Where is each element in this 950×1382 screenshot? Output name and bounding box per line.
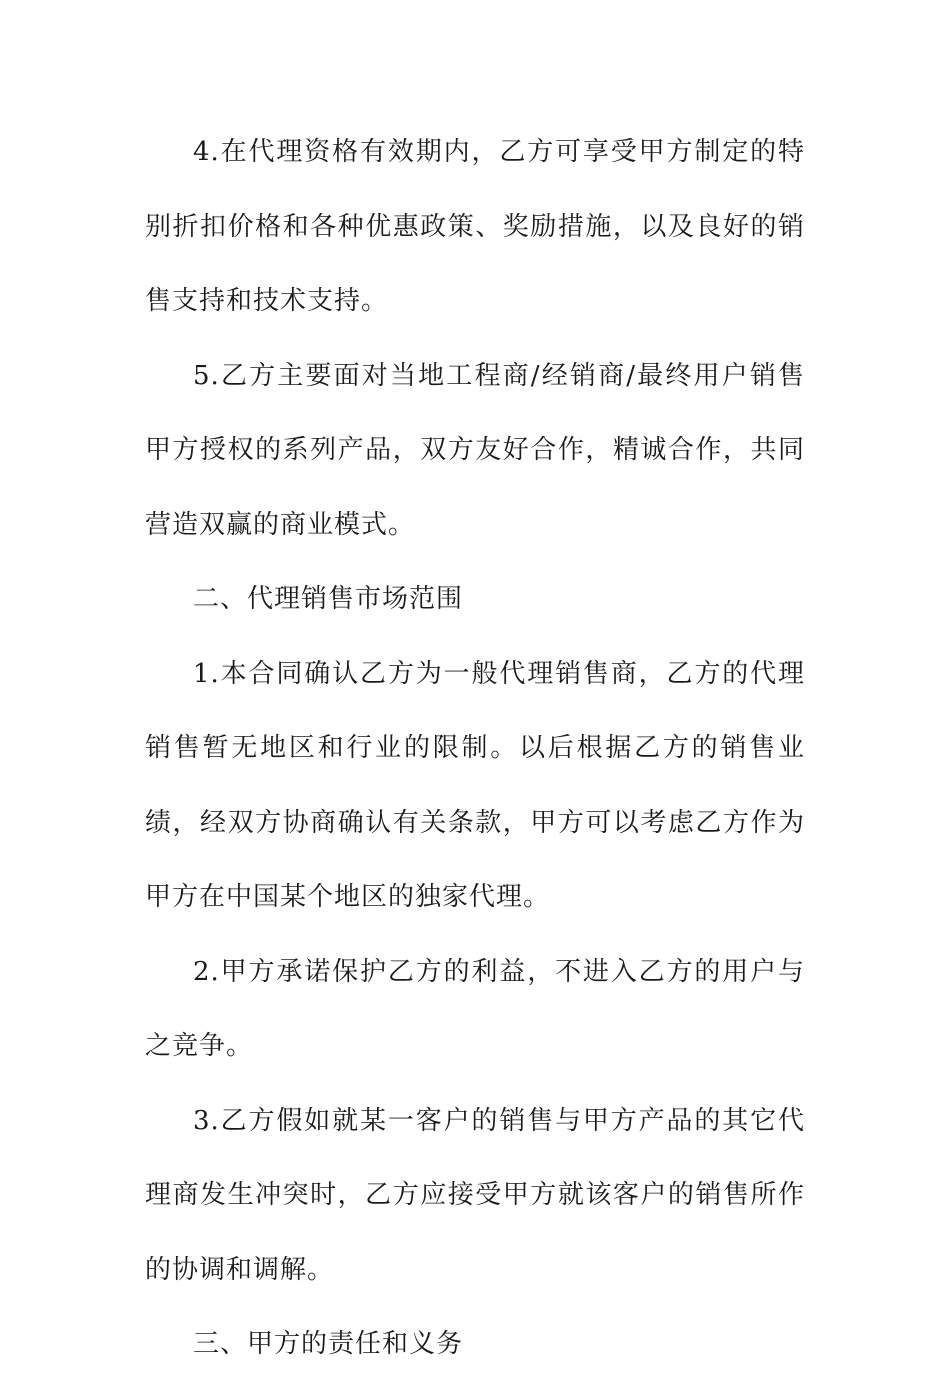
- section-heading-market-scope: 二、代理销售市场范围: [193, 584, 464, 614]
- paragraph-protect-interests: 2.甲方承诺保护乙方的利益，不进入乙方的用户与之竞争。: [145, 956, 805, 1061]
- document-body: [145, 115, 805, 1382]
- section-heading-party-a-duties: 三、甲方的责任和义务: [193, 1329, 464, 1359]
- paragraph-agency-benefits: 4.在代理资格有效期内，乙方可享受甲方制定的特别折扣价格和各种优惠政策、奖励措施，以及良好的销售支持和技术支持。: [145, 137, 805, 316]
- paragraph-general-agent: 1.本合同确认乙方为一般代理销售商，乙方的代理销售暂无地区和行业的限制。以后根据乙方的销售业绩，经双方协商确认有关条款，甲方可以考虑乙方作为甲方在中国某个地区的独家代理。: [145, 658, 805, 912]
- paragraph-conflict-resolution: 3.乙方假如就某一客户的销售与甲方产品的其它代理商发生冲突时，乙方应接受甲方就该客户的销售所作的协调和调解。: [145, 1105, 805, 1285]
- paragraph-sales-targets: 5.乙方主要面对当地工程商/经销商/最终用户销售甲方授权的系列产品，双方友好合作，精诚合作，共同营造双赢的商业模式。: [145, 360, 805, 540]
